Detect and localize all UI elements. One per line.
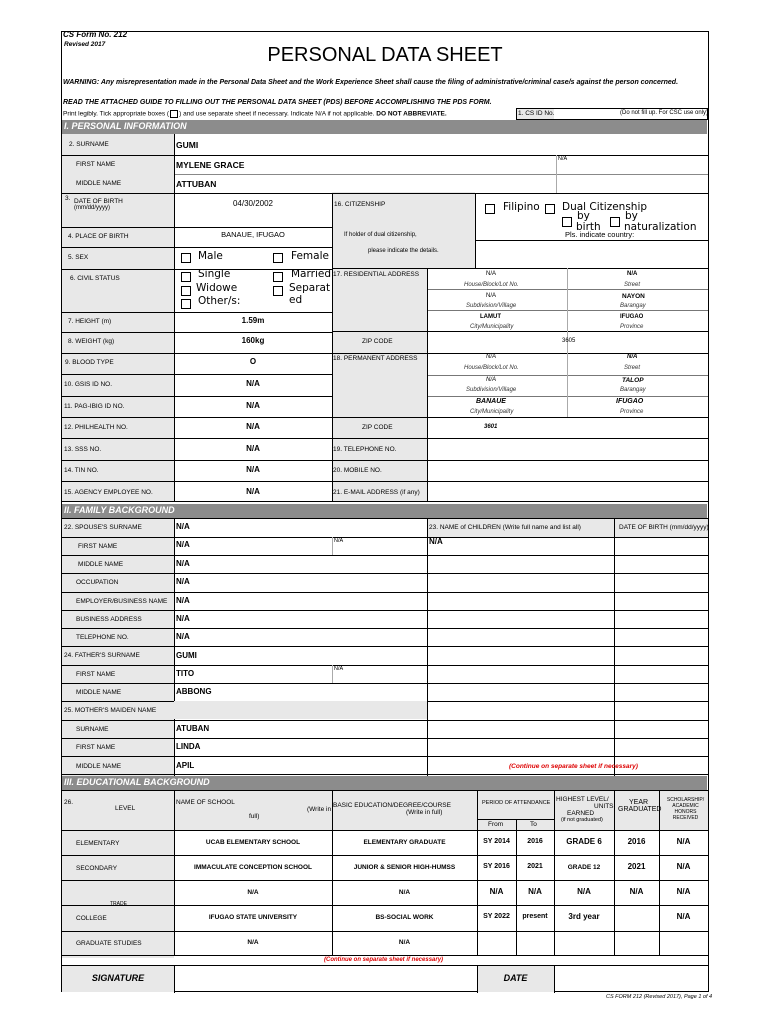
res-prov-caption: Province bbox=[620, 324, 644, 330]
res-subd-value[interactable]: N/A bbox=[486, 293, 497, 299]
pob-value[interactable]: BANAUE, IFUGAO bbox=[221, 230, 285, 239]
family-continue-note: (Continue on separate sheet if necessary) bbox=[509, 763, 638, 770]
civil-married-label: Married bbox=[291, 270, 331, 280]
highest-level-header-3: EARNED bbox=[567, 810, 595, 817]
tin-value[interactable]: N/A bbox=[246, 465, 260, 474]
period-header: PERIOD OF ATTENDANCE bbox=[482, 800, 551, 806]
height-label: 7. HEIGHT (m) bbox=[68, 318, 112, 325]
father-middle-name-label: MIDDLE NAME bbox=[76, 689, 122, 696]
res-city-value[interactable]: LAMUT bbox=[480, 314, 501, 320]
perm-zip-value[interactable]: 3601 bbox=[484, 424, 498, 430]
by-nat-label-b: naturalization bbox=[624, 221, 697, 233]
highest-level-header-1: HIGHEST LEVEL/ bbox=[556, 796, 609, 803]
warning-text: WARNING: Any misrepresentation made in the Personal Data Sheet and the Work Experience Sheet shall cause the filing of administrative/criminal case/s against the person concerned. bbox=[63, 79, 679, 86]
res-house-value[interactable]: N/A bbox=[486, 271, 497, 277]
edu-level: GRADUATE STUDIES bbox=[76, 940, 142, 947]
section-educational-background: III. EDUCATIONAL BACKGROUND bbox=[62, 776, 707, 790]
by-birth-label-a: by bbox=[577, 210, 590, 222]
edu-honors[interactable]: N/A bbox=[676, 862, 691, 871]
edu-school[interactable]: IFUGAO STATE UNIVERSITY bbox=[208, 914, 298, 921]
weight-label: 8. WEIGHT (kg) bbox=[68, 338, 115, 345]
dob-value[interactable]: 04/30/2002 bbox=[232, 199, 274, 208]
citizenship-filipino-checkbox[interactable] bbox=[485, 204, 495, 214]
edu-course[interactable]: N/A bbox=[398, 889, 411, 896]
sex-male-label: Male bbox=[198, 250, 223, 262]
dob-number: 3. bbox=[65, 195, 71, 202]
signature-label: SIGNATURE bbox=[91, 973, 145, 983]
employer-value[interactable]: N/A bbox=[176, 596, 190, 605]
sss-value[interactable]: N/A bbox=[246, 444, 260, 453]
name-extension-value[interactable]: N/A bbox=[558, 156, 568, 162]
education-number: 26. bbox=[64, 799, 74, 806]
first-name-label: FIRST NAME bbox=[76, 161, 116, 168]
occupation-label: OCCUPATION bbox=[76, 579, 119, 586]
spouse-name-ext-value[interactable]: N/A bbox=[334, 538, 344, 544]
res-subd-caption: Subdivision/Village bbox=[466, 303, 517, 309]
scholarship-header-4: RECEIVED bbox=[672, 815, 699, 821]
perm-zip-label: ZIP CODE bbox=[362, 424, 393, 431]
section-family-background: II. FAMILY BACKGROUND bbox=[62, 504, 707, 518]
print-note: Print legibly. Tick appropriate boxes ( ) and use separate sheet if necessary. Indicate N/A if not applicable. DO NOT ABBREVIATE. bbox=[63, 110, 447, 118]
sss-label: 13. SSS NO. bbox=[64, 446, 102, 453]
spouse-first-name-label: FIRST NAME bbox=[78, 543, 118, 550]
year-graduated-header-2: GRADUATED bbox=[618, 806, 662, 813]
school-full: full) bbox=[249, 813, 260, 820]
residential-address-label: 17. RESIDENTIAL ADDRESS bbox=[333, 271, 420, 278]
spouse-telephone-value[interactable]: N/A bbox=[176, 632, 190, 641]
civil-widowed-checkbox[interactable] bbox=[181, 286, 191, 296]
section-personal-information: I. PERSONAL INFORMATION bbox=[62, 120, 707, 134]
perm-brgy-value[interactable]: TALOP bbox=[622, 377, 644, 384]
civil-separated-checkbox[interactable] bbox=[273, 286, 283, 296]
school-name-header: NAME OF SCHOOL bbox=[176, 799, 235, 806]
perm-city-caption: City/Municipality bbox=[470, 409, 514, 415]
dual-note-1: If holder of dual citizenship, bbox=[344, 232, 417, 238]
edu-course[interactable]: JUNIOR & SENIOR HIGH-HUMSS bbox=[353, 864, 456, 871]
edu-school[interactable]: IMMACULATE CONCEPTION SCHOOL bbox=[194, 864, 312, 871]
education-level-header: LEVEL bbox=[115, 805, 136, 812]
edu-highest[interactable]: 3rd year bbox=[568, 912, 600, 921]
pob-label: 4. PLACE OF BIRTH bbox=[68, 233, 129, 240]
spouse-surname-label: 22. SPOUSE'S SURNAME bbox=[64, 524, 142, 531]
res-house-caption: House/Block/Lot No. bbox=[464, 282, 519, 288]
edu-year[interactable]: 2016 bbox=[627, 837, 646, 846]
perm-street-caption: Street bbox=[624, 365, 641, 371]
pds-form bbox=[61, 31, 709, 992]
edu-course[interactable]: ELEMENTARY GRADUATE bbox=[363, 839, 446, 846]
perm-prov-caption: Province bbox=[620, 409, 644, 415]
mother-surname-label: SURNAME bbox=[76, 726, 109, 733]
surname-label: 2. SURNAME bbox=[69, 141, 109, 148]
father-middle-name-value[interactable]: ABBONG bbox=[176, 687, 212, 696]
edu-to[interactable]: 2016 bbox=[527, 838, 543, 845]
page-title: PERSONAL DATA SHEET bbox=[267, 44, 503, 66]
employer-label: EMPLOYER/BUSINESS NAME bbox=[76, 598, 168, 605]
civil-single-checkbox[interactable] bbox=[181, 272, 191, 282]
pagibig-value[interactable]: N/A bbox=[246, 401, 260, 410]
perm-prov-value[interactable]: IFUGAO bbox=[616, 398, 644, 405]
edu-to[interactable]: N/A bbox=[528, 887, 542, 896]
email-label: 21. E-MAIL ADDRESS (if any) bbox=[333, 489, 420, 496]
highest-level-header-4: (if not graduated) bbox=[561, 817, 603, 823]
edu-level: ELEMENTARY bbox=[76, 840, 120, 847]
pagibig-label: 11. PAG-IBIG ID NO. bbox=[64, 403, 125, 410]
scholarship-header-1: SCHOLARSHIP/ bbox=[666, 797, 705, 803]
mother-surname-value[interactable]: ATUBAN bbox=[176, 724, 210, 733]
perm-city-value[interactable]: BANAUE bbox=[476, 398, 506, 405]
middle-name-label: MIDDLE NAME bbox=[76, 180, 122, 187]
res-street-value[interactable]: N/A bbox=[627, 271, 638, 277]
cs-id-note: (Do not fill up. For CSC use only) bbox=[620, 110, 709, 116]
child-1-name-value[interactable]: N/A bbox=[429, 537, 443, 546]
edu-to[interactable]: 2021 bbox=[527, 863, 543, 870]
blood-type-label: 9. BLOOD TYPE bbox=[65, 359, 114, 366]
edu-highest[interactable]: GRADE 6 bbox=[566, 837, 602, 846]
citizenship-dual-checkbox[interactable] bbox=[545, 204, 555, 214]
civil-ed-label: ed bbox=[289, 294, 303, 306]
edu-from[interactable]: SY 2022 bbox=[483, 913, 510, 920]
perm-house-value[interactable]: N/A bbox=[486, 354, 497, 360]
perm-subd-caption: Subdivision/Village bbox=[466, 387, 517, 393]
father-surname-label: 24. FATHER'S SURNAME bbox=[64, 652, 140, 659]
edu-school[interactable]: UCAB ELEMENTARY SCHOOL bbox=[205, 839, 301, 846]
citizenship-filipino-label: Filipino bbox=[503, 201, 540, 213]
first-name-value[interactable]: MYLENE GRACE bbox=[176, 160, 245, 170]
year-graduated-header-1: YEAR bbox=[629, 799, 649, 806]
citizenship-dual-label: Dual Citizenship bbox=[562, 201, 648, 213]
perm-subd-value[interactable]: N/A bbox=[486, 377, 497, 383]
sex-label: 5. SEX bbox=[68, 254, 89, 261]
mother-middle-name-value[interactable]: APIL bbox=[176, 761, 195, 770]
signature-field[interactable] bbox=[175, 966, 476, 992]
edu-from[interactable]: SY 2014 bbox=[483, 838, 510, 845]
education-row-elementary bbox=[62, 830, 708, 855]
by-nat-label-a: by bbox=[625, 210, 638, 222]
education-row-college bbox=[62, 905, 708, 931]
page-footer-note: CS FORM 212 (Revised 2017), Page 1 of 4 bbox=[606, 994, 713, 1000]
business-address-value[interactable]: N/A bbox=[176, 614, 190, 623]
edu-from[interactable]: N/A bbox=[489, 887, 504, 896]
surname-value[interactable]: GUMI bbox=[176, 140, 199, 150]
mother-first-name-label: FIRST NAME bbox=[76, 744, 116, 751]
children-label: 23. NAME of CHILDREN (Write full name and list all) bbox=[429, 524, 581, 531]
civil-separated-label: Separat bbox=[289, 282, 331, 294]
education-row-vocational bbox=[62, 880, 708, 905]
edu-year[interactable]: 2021 bbox=[627, 862, 646, 871]
res-brgy-value[interactable]: NAYON bbox=[622, 293, 645, 300]
edu-school[interactable]: N/A bbox=[247, 939, 259, 946]
edu-highest[interactable]: GRADE 12 bbox=[567, 864, 601, 871]
business-address-label: BUSINESS ADDRESS bbox=[76, 616, 142, 623]
edu-honors[interactable]: N/A bbox=[676, 887, 691, 896]
child-dob-label: DATE OF BIRTH (mm/dd/yyyy) bbox=[619, 524, 709, 531]
school-write-in: (Write in bbox=[307, 806, 332, 813]
perm-street-value[interactable]: N/A bbox=[627, 354, 638, 360]
edu-to[interactable]: present bbox=[522, 913, 548, 920]
edu-honors[interactable]: N/A bbox=[676, 912, 691, 921]
spouse-middle-name-value[interactable]: N/A bbox=[176, 559, 190, 568]
civil-status-options bbox=[174, 270, 332, 310]
civil-others-checkbox[interactable] bbox=[181, 299, 191, 309]
sex-female-checkbox[interactable] bbox=[273, 253, 283, 263]
gsis-value[interactable]: N/A bbox=[246, 379, 260, 388]
civil-married-checkbox[interactable] bbox=[273, 272, 283, 282]
period-from-header: From bbox=[488, 821, 504, 828]
form-revised: Revised 2017 bbox=[64, 41, 106, 48]
date-label: DATE bbox=[503, 973, 528, 983]
scholarship-header-3: HONORS bbox=[674, 809, 697, 815]
occupation-value[interactable]: N/A bbox=[176, 577, 190, 586]
dob-format: (mm/dd/yyyy) bbox=[74, 205, 110, 211]
by-birth-label-b: birth bbox=[576, 221, 601, 233]
res-city-caption: City/Municipality bbox=[470, 324, 514, 330]
father-first-name-value[interactable]: TITO bbox=[176, 669, 195, 678]
mother-maiden-name-label: 25. MOTHER'S MAIDEN NAME bbox=[64, 707, 157, 714]
edu-highest[interactable]: N/A bbox=[577, 887, 591, 896]
dual-note-2: please indicate the details. bbox=[368, 248, 439, 254]
education-row-graduate bbox=[62, 931, 708, 955]
date-field[interactable] bbox=[555, 966, 707, 992]
dob-label: DATE OF BIRTH bbox=[74, 198, 123, 205]
agency-employee-label: 15. AGENCY EMPLOYEE NO. bbox=[64, 489, 153, 496]
guide-text: READ THE ATTACHED GUIDE TO FILLING OUT THE PERSONAL DATA SHEET (PDS) BEFORE ACCOMPLISHING THE PDS FORM. bbox=[63, 99, 492, 106]
spouse-middle-name-label: MIDDLE NAME bbox=[78, 561, 124, 568]
tin-label: 14. TIN NO. bbox=[64, 467, 99, 474]
civil-others-label: Other/s: bbox=[198, 295, 241, 307]
form-number: CS Form No. 212 bbox=[63, 30, 128, 39]
citizenship-by-birth-checkbox[interactable] bbox=[562, 217, 572, 227]
permanent-address-label: 18. PERMANENT ADDRESS bbox=[333, 355, 418, 362]
father-first-name-label: FIRST NAME bbox=[76, 671, 116, 678]
gsis-label: 10. GSIS ID NO. bbox=[64, 381, 113, 388]
blood-type-value[interactable]: O bbox=[249, 357, 257, 366]
weight-value[interactable]: 160kg bbox=[241, 336, 265, 345]
citizenship-label: 16. CITIZENSHIP bbox=[334, 201, 386, 208]
civil-status-label: 6. CIVIL STATUS bbox=[70, 275, 120, 282]
middle-name-value[interactable]: ATTUBAN bbox=[176, 179, 217, 189]
period-to-header: To bbox=[530, 821, 537, 828]
perm-house-caption: House/Block/Lot No. bbox=[464, 365, 519, 371]
education-row-secondary bbox=[62, 855, 708, 880]
height-value[interactable]: 1.59m bbox=[241, 316, 265, 325]
perm-brgy-caption: Barangay bbox=[620, 387, 646, 393]
philhealth-label: 12. PHILHEALTH NO. bbox=[64, 424, 128, 431]
edu-level: SECONDARY bbox=[76, 865, 118, 872]
civil-widowed-label: Widowe bbox=[196, 282, 238, 294]
res-zip-label: ZIP CODE bbox=[362, 338, 393, 345]
res-prov-value[interactable]: IFUGAO bbox=[620, 314, 644, 320]
edu-level: COLLEGE bbox=[76, 915, 107, 922]
mother-first-name-value[interactable]: LINDA bbox=[176, 742, 201, 751]
highest-level-header-2: UNITS bbox=[594, 803, 614, 810]
edu-school[interactable]: N/A bbox=[247, 889, 259, 896]
civil-single-label: Single bbox=[198, 270, 231, 280]
telephone-label: 19. TELEPHONE NO. bbox=[333, 446, 397, 453]
father-name-ext-value[interactable]: N/A bbox=[334, 666, 344, 672]
mobile-label: 20. MOBILE NO. bbox=[333, 467, 382, 474]
citizenship-by-naturalization-checkbox[interactable] bbox=[610, 217, 620, 227]
scholarship-header-2: ACADEMIC bbox=[672, 803, 699, 809]
education-continue-note: (Continue on separate sheet if necessary) bbox=[324, 957, 444, 963]
tick-example-box bbox=[170, 110, 178, 118]
mother-middle-name-label: MIDDLE NAME bbox=[76, 763, 122, 770]
spouse-telephone-label: TELEPHONE NO. bbox=[76, 634, 129, 641]
cs-id-label: 1. CS ID No. bbox=[518, 110, 555, 117]
res-zip-value[interactable]: 3605 bbox=[562, 338, 576, 344]
course-write-in: (Write in full) bbox=[406, 809, 443, 816]
spouse-surname-value[interactable]: N/A bbox=[176, 522, 190, 531]
edu-course[interactable]: BS-SOCIAL WORK bbox=[375, 914, 434, 921]
edu-from[interactable]: SY 2016 bbox=[483, 863, 510, 870]
agency-employee-value[interactable]: N/A bbox=[246, 487, 260, 496]
res-street-caption: Street bbox=[624, 282, 641, 288]
spouse-first-name-value[interactable]: N/A bbox=[176, 540, 190, 549]
country-note: Pls. indicate country: bbox=[565, 230, 635, 239]
trade-label: TRADE bbox=[110, 901, 127, 907]
edu-course[interactable]: N/A bbox=[398, 939, 411, 946]
sex-female-label: Female bbox=[291, 250, 329, 262]
father-surname-value[interactable]: GUMI bbox=[176, 651, 197, 660]
res-brgy-caption: Barangay bbox=[620, 303, 646, 309]
edu-year[interactable]: N/A bbox=[629, 887, 644, 896]
course-header: BASIC EDUCATION/DEGREE/COURSE bbox=[333, 802, 451, 809]
philhealth-value[interactable]: N/A bbox=[246, 422, 260, 431]
edu-honors[interactable]: N/A bbox=[676, 837, 691, 846]
sex-male-checkbox[interactable] bbox=[181, 253, 191, 263]
